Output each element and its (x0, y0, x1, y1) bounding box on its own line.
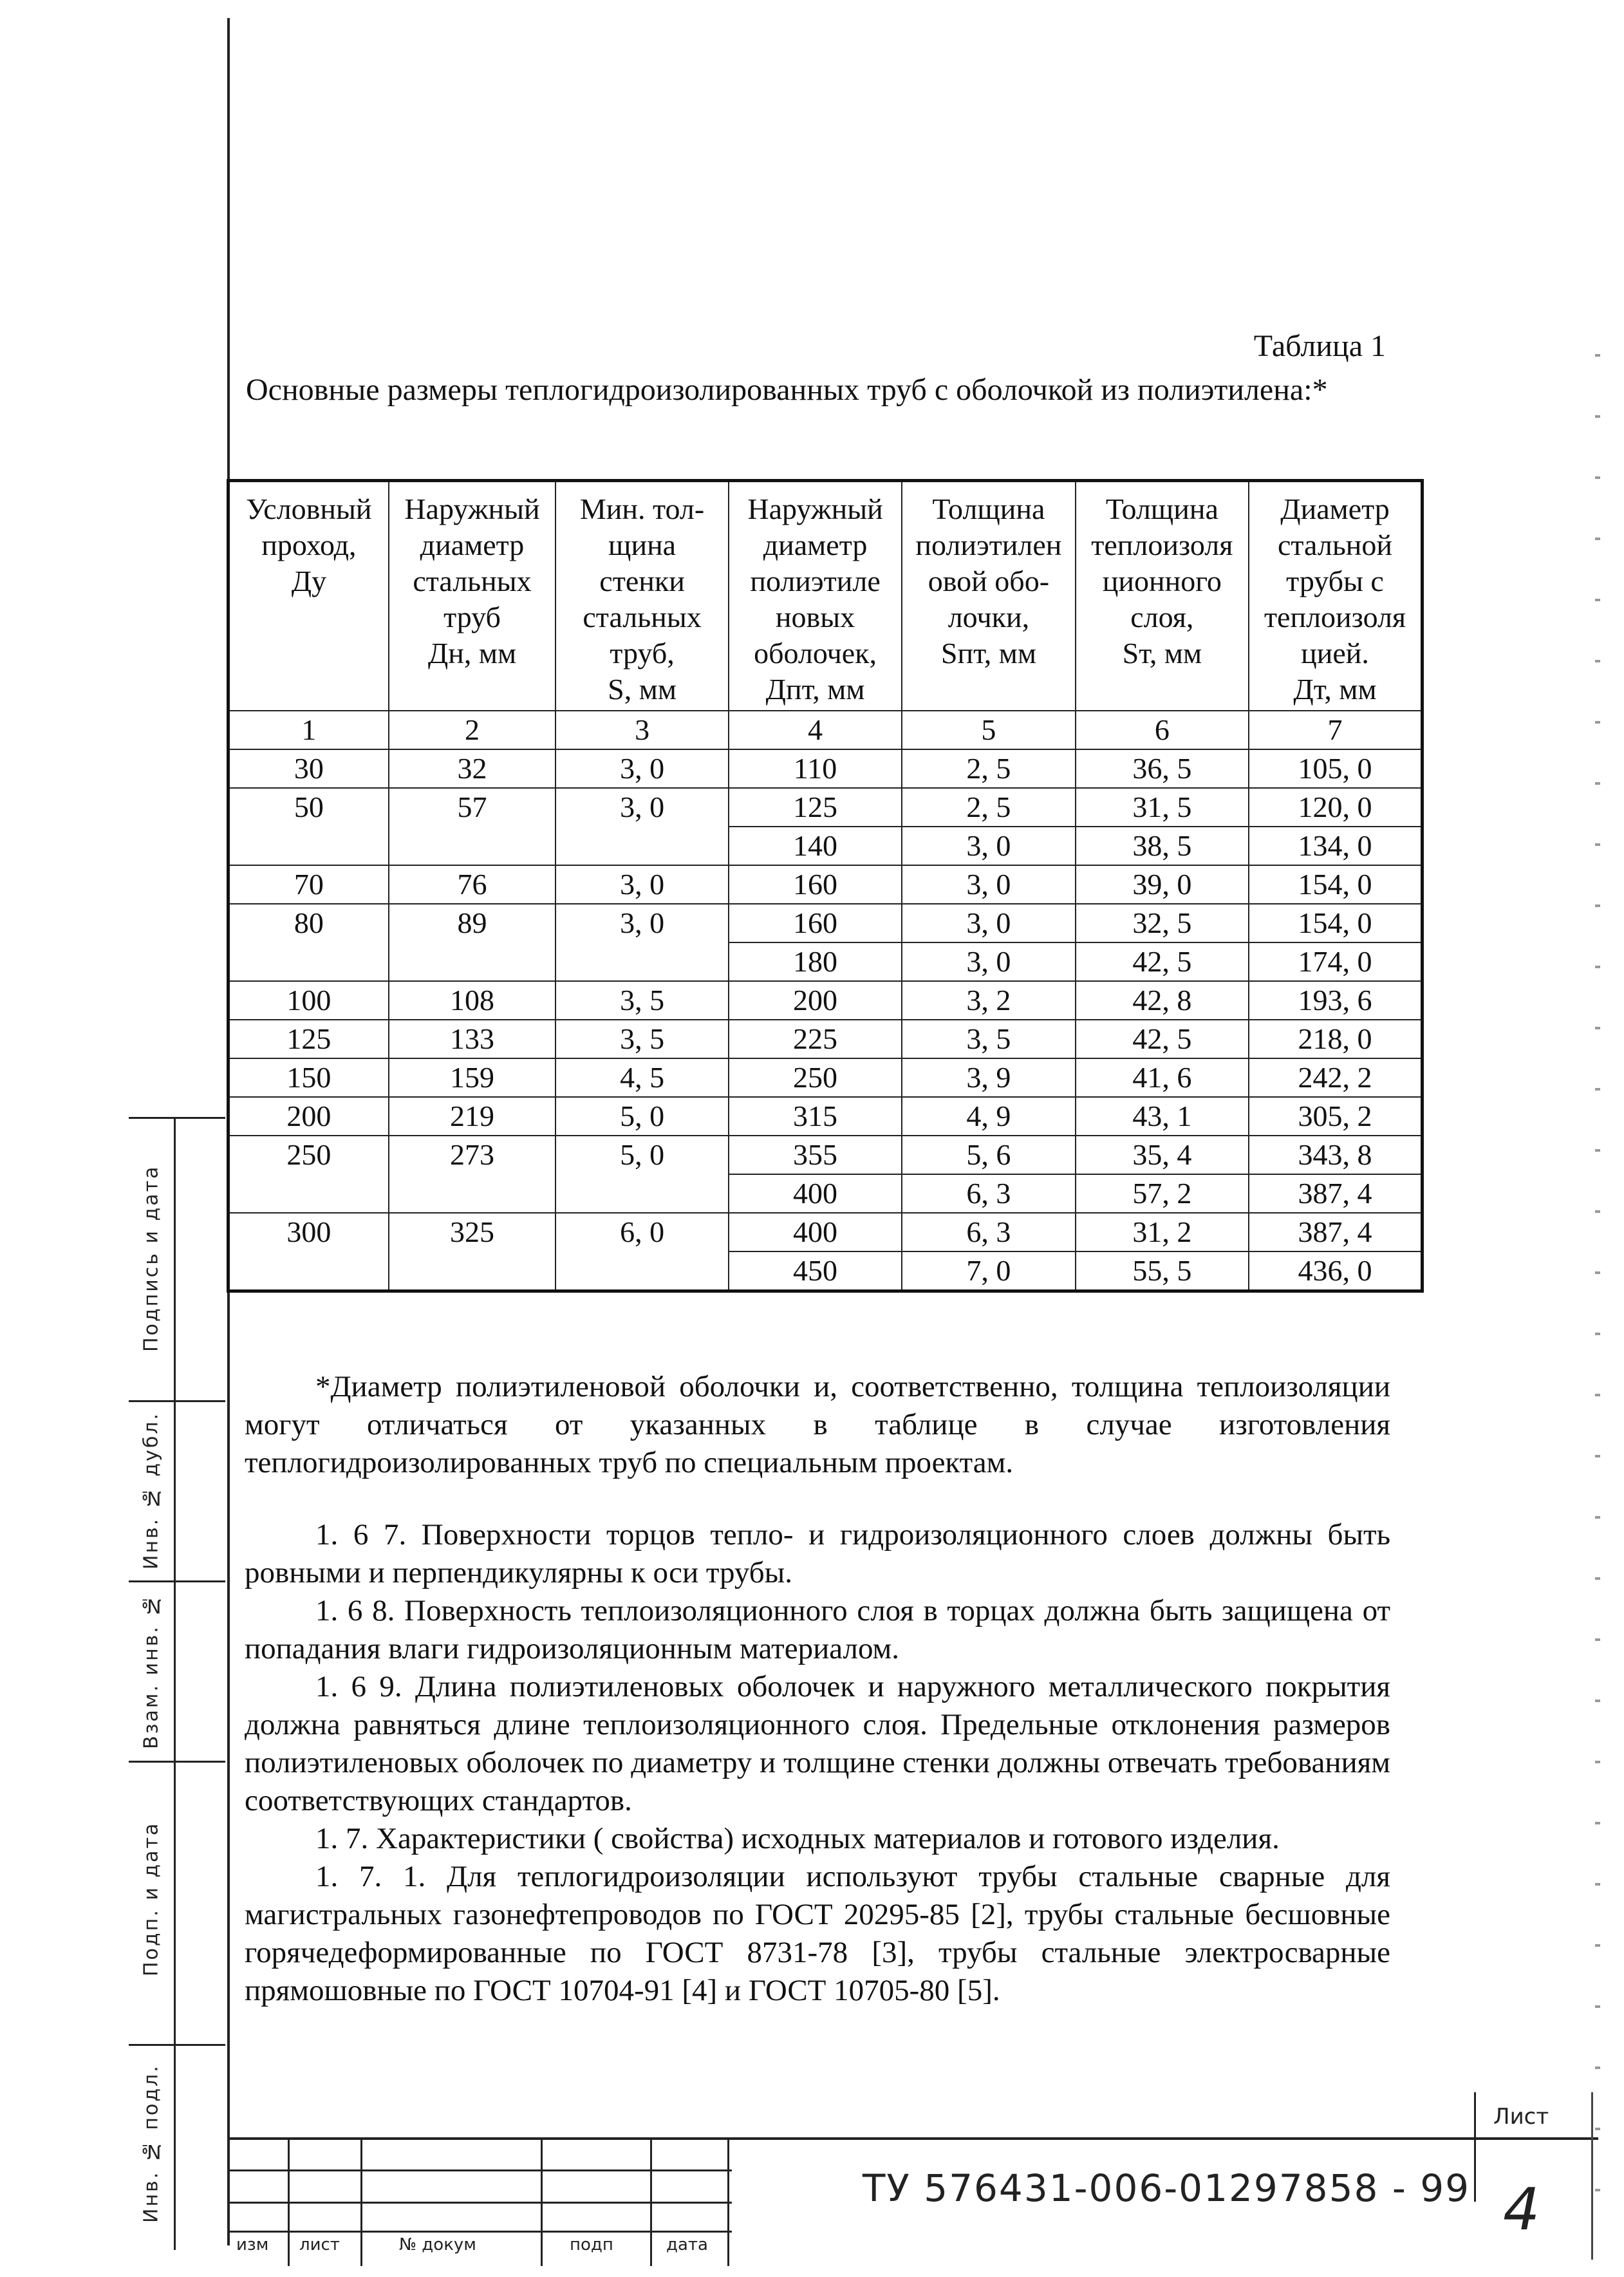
table-cell: 6, 3 (902, 1174, 1076, 1213)
table-cell: 160 (729, 904, 902, 942)
paragraph-1-6-8: 1. 6 8. Поверхность теплоизоляционного слоя в торцах должна быть защищена от попадания влаги гидроизоляционным материалом. (245, 1594, 1390, 1665)
header-pe-shell-thickness: Толщина полиэтилен овой обо- лочки, Sпт, мм (902, 481, 1076, 711)
table-cell: 42, 8 (1076, 981, 1249, 1020)
sheet-box-divider (1474, 2137, 1590, 2139)
table-row (229, 1213, 1423, 1251)
table-row (229, 1136, 1423, 1174)
table-cell: 200 (729, 981, 902, 1020)
table-cell: 140 (729, 827, 902, 865)
paragraph-1-7: 1. 7. Характеристики ( свойства) исходных материалов и готового изделия. (315, 1822, 1280, 1855)
body-text (245, 1516, 1390, 2010)
table-cell: 32, 5 (1076, 904, 1249, 942)
table-cell: 39, 0 (1076, 865, 1249, 904)
table-cell: 3, 0 (902, 904, 1076, 942)
table-cell-s: 5, 0 (555, 1097, 729, 1136)
table-cell: 250 (729, 1058, 902, 1097)
side-label-sign-date-2: Подп. и дата (140, 1821, 163, 1977)
table-cell: 120, 0 (1249, 788, 1422, 827)
table-cell: 36, 5 (1076, 749, 1249, 788)
table-cell-dn: 57 (389, 788, 555, 865)
table-cell-s: 3, 5 (555, 981, 729, 1020)
table-cell-dy: 150 (229, 1058, 389, 1097)
table-cell-s: 3, 5 (555, 1020, 729, 1058)
table-cell: 38, 5 (1076, 827, 1249, 865)
table-cell-dy: 70 (229, 865, 389, 904)
table-row-group (229, 1020, 1423, 1058)
title-block-label-date: дата (666, 2235, 708, 2254)
side-stamp-fill-column (174, 1117, 225, 2250)
table-cell-dn: 273 (389, 1136, 555, 1213)
table-cell-dn: 159 (389, 1058, 555, 1097)
table-cell: 174, 0 (1249, 942, 1422, 981)
table-cell: 400 (729, 1213, 902, 1251)
table-cell: 154, 0 (1249, 904, 1422, 942)
table-title: Основные размеры теплогидроизолированных труб с оболочкой из полиэтилена:* (246, 373, 1328, 407)
table-cell-dy: 125 (229, 1020, 389, 1058)
sheet-number: 4 (1503, 2176, 1540, 2244)
table-cell: 154, 0 (1249, 865, 1422, 904)
table-footnote: *Диаметр полиэтиленовой оболочки и, соответственно, толщина теплоизоляции могут отличаться от указанных в таблице в случае изготовления теплогидроизолированных труб по специальным проектам. (245, 1370, 1390, 1479)
table-row-group (229, 904, 1423, 981)
table-cell: 4, 9 (902, 1097, 1076, 1136)
title-block-label-change: изм (236, 2235, 269, 2254)
col-number: 4 (729, 711, 902, 749)
table-cell-dn: 89 (389, 904, 555, 981)
table-row-group (229, 1136, 1423, 1213)
table-row-group (229, 981, 1423, 1020)
side-label-signature-date: Подпись и дата (140, 1165, 163, 1353)
table-cell: 5, 6 (902, 1136, 1076, 1174)
table-row-group (229, 1058, 1423, 1097)
table-cell-s: 3, 0 (555, 865, 729, 904)
title-block-label-doc-no: № докум (399, 2235, 476, 2254)
table-cell: 6, 3 (902, 1213, 1076, 1251)
frame-bottom-border (227, 2137, 1598, 2140)
table-cell: 105, 0 (1249, 749, 1422, 788)
side-label-orig-inv: Инв. № подл. (140, 2064, 163, 2224)
table-cell-s: 4, 5 (555, 1058, 729, 1097)
table-row (229, 1097, 1423, 1136)
header-steel-outer-diameter: Наружный диаметр стальных труб Дн, мм (389, 481, 555, 711)
table-cell-dy: 80 (229, 904, 389, 981)
table-cell: 7, 0 (902, 1251, 1076, 1291)
side-label-replace-inv: Взам. инв. № (140, 1592, 163, 1749)
table-cell: 225 (729, 1020, 902, 1058)
table-cell: 41, 6 (1076, 1058, 1249, 1097)
header-insulation-thickness: Толщина теплоизоля ционного слоя, Sт, мм (1076, 481, 1249, 711)
table-cell: 387, 4 (1249, 1174, 1422, 1213)
table-row-group (229, 1213, 1423, 1291)
col-number: 5 (902, 711, 1076, 749)
table-row (229, 788, 1423, 827)
table-cell: 3, 0 (902, 865, 1076, 904)
sheet-label: Лист (1493, 2104, 1549, 2130)
header-insulated-pipe-diameter: Диаметр стальной трубы с теплоизоля цией. Дт, мм (1249, 481, 1422, 711)
table-cell: 43, 1 (1076, 1097, 1249, 1136)
table-cell: 160 (729, 865, 902, 904)
table-row (229, 1020, 1423, 1058)
table-cell: 42, 5 (1076, 1020, 1249, 1058)
table-row (229, 904, 1423, 942)
document-code: ТУ 576431-006-01297858 - 99 (863, 2166, 1470, 2210)
paragraph-1-7-1: 1. 7. 1. Для теплогидроизоляции используют трубы стальные сварные для магистральных газонефтепроводов по ГОСТ 20295-85 [2], трубы стальные бесшовные горячедеформированные по ГОСТ 8731-78 [3], трубы стальные электросварные прямошовные по ГОСТ 10704-91 [4] и ГОСТ 10705-80 [5]. (245, 1860, 1390, 2007)
col-number: 6 (1076, 711, 1249, 749)
title-block-label-signature: подп (570, 2235, 613, 2254)
table-cell-s: 6, 0 (555, 1213, 729, 1291)
table-cell: 55, 5 (1076, 1251, 1249, 1291)
col-number: 1 (229, 711, 389, 749)
table-cell: 450 (729, 1251, 902, 1291)
table-cell: 3, 5 (902, 1020, 1076, 1058)
table-row (229, 981, 1423, 1020)
table-cell-s: 3, 0 (555, 904, 729, 981)
table-cell-s: 3, 0 (555, 788, 729, 865)
col-number: 7 (1249, 711, 1422, 749)
table-cell: 242, 2 (1249, 1058, 1422, 1097)
table-row-group (229, 865, 1423, 904)
sheet-box-left-border (1474, 2092, 1476, 2202)
table-cell: 3, 0 (902, 827, 1076, 865)
scan-edge-marks (1595, 354, 1600, 2221)
table-cell-dy: 50 (229, 788, 389, 865)
header-min-wall-thickness: Мин. тол- щина стенки стальных труб, S, мм (555, 481, 729, 711)
paragraph-1-6-9: 1. 6 9. Длина полиэтиленовых оболочек и наружного металлического покрытия должна равняться длине теплоизоляционного слоя. Предельные отклонения размеров полиэтиленовых оболочек по диаметру и толщине стенки должны отвечать требованиям соответствующих стандартов. (245, 1670, 1390, 1817)
table-cell: 355 (729, 1136, 902, 1174)
table-cell: 110 (729, 749, 902, 788)
table-cell-dn: 325 (389, 1213, 555, 1291)
table-cell: 31, 2 (1076, 1213, 1249, 1251)
table-cell: 2, 5 (902, 749, 1076, 788)
table-row-group (229, 1097, 1423, 1136)
table-row-group (229, 788, 1423, 865)
table-cell-s: 5, 0 (555, 1136, 729, 1213)
table-cell: 3, 2 (902, 981, 1076, 1020)
table-cell-dn: 133 (389, 1020, 555, 1058)
table-row-group (229, 749, 1423, 788)
table-cell-dn: 32 (389, 749, 555, 788)
table-cell: 343, 8 (1249, 1136, 1422, 1174)
table-cell-dy: 100 (229, 981, 389, 1020)
dimensions-table (227, 479, 1424, 1293)
table-cell: 57, 2 (1076, 1174, 1249, 1213)
table-cell: 2, 5 (902, 788, 1076, 827)
table-row (229, 1058, 1423, 1097)
table-header-row (229, 481, 1423, 711)
table-cell: 218, 0 (1249, 1020, 1422, 1058)
table-cell: 193, 6 (1249, 981, 1422, 1020)
table-row (229, 865, 1423, 904)
table-cell: 436, 0 (1249, 1251, 1422, 1291)
paragraph-1-6-7: 1. 6 7. Поверхности торцов тепло- и гидроизоляционного слоев должны быть ровными и перпендикулярны к оси трубы. (245, 1518, 1390, 1589)
table-cell: 134, 0 (1249, 827, 1422, 865)
table-cell: 180 (729, 942, 902, 981)
table-cell-dn: 219 (389, 1097, 555, 1136)
table-cell: 400 (729, 1174, 902, 1213)
col-number: 3 (555, 711, 729, 749)
header-pe-shell-diameter: Наружный диаметр полиэтиле новых оболочек, Дпт, мм (729, 481, 902, 711)
table-cell: 3, 9 (902, 1058, 1076, 1097)
table-cell: 387, 4 (1249, 1213, 1422, 1251)
table-cell-dy: 200 (229, 1097, 389, 1136)
table-cell: 31, 5 (1076, 788, 1249, 827)
table-cell-s: 3, 0 (555, 749, 729, 788)
table-cell-dn: 108 (389, 981, 555, 1020)
column-number-row (229, 711, 1423, 749)
table-cell: 35, 4 (1076, 1136, 1249, 1174)
table-cell: 315 (729, 1097, 902, 1136)
table-cell: 305, 2 (1249, 1097, 1422, 1136)
table-cell-dn: 76 (389, 865, 555, 904)
side-label-dup-inv: Инв. № дубл. (140, 1411, 163, 1570)
header-nominal-bore: Условный проход, Ду (229, 481, 389, 711)
table-cell: 42, 5 (1076, 942, 1249, 981)
table-number: Таблица 1 (1253, 329, 1386, 363)
table-cell-dy: 300 (229, 1213, 389, 1291)
table-cell-dy: 30 (229, 749, 389, 788)
sheet-box-right-border (1591, 2092, 1593, 2260)
table-cell-dy: 250 (229, 1136, 389, 1213)
title-block-label-sheet: лист (299, 2235, 340, 2254)
col-number: 2 (389, 711, 555, 749)
table-cell: 3, 0 (902, 942, 1076, 981)
table-row (229, 749, 1423, 788)
table-cell: 125 (729, 788, 902, 827)
